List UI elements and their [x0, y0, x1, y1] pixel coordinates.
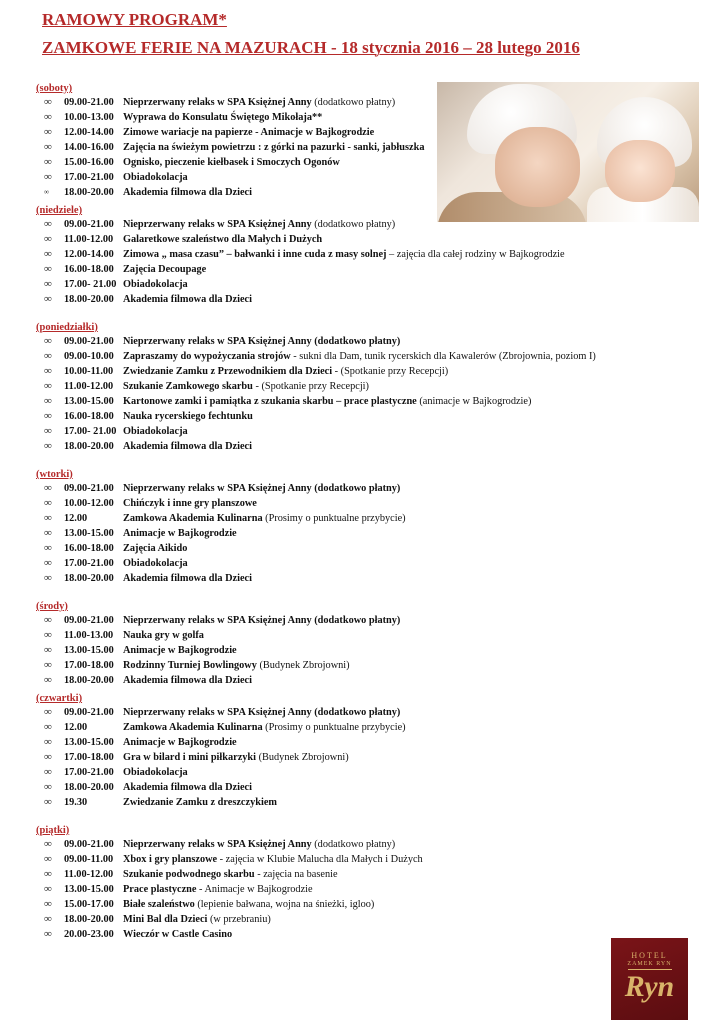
infinity-bullet-icon: ∞: [44, 395, 52, 407]
infinity-bullet-icon: ∞: [44, 898, 52, 910]
logo-zamek-text: ZAMEK RYN: [627, 961, 672, 967]
day-label: (soboty): [36, 83, 73, 94]
item-description: [123, 526, 237, 541]
item-description: [123, 185, 252, 200]
item-title: Galaretkowe szaleństwo dla Małych i Dużych: [123, 234, 323, 245]
infinity-bullet-icon: ∞: [44, 482, 52, 494]
item-time: 18.00-20.00: [64, 782, 114, 793]
schedule-item: [36, 541, 676, 556]
item-time: 17.00- 21.00: [64, 279, 117, 290]
schedule-item: [36, 720, 676, 735]
item-description: [123, 735, 237, 750]
schedule-item: [36, 765, 676, 780]
item-time: 18.00-20.00: [64, 441, 114, 452]
logo-ryn-text: Ryn: [624, 970, 675, 1003]
item-title: Szukanie podwodnego skarbu: [123, 869, 255, 880]
item-time: 09.00-21.00: [64, 97, 114, 108]
infinity-bullet-icon: ∞: [44, 644, 52, 656]
item-note: (lepienie bałwana, wojna na śnieżki, igloo): [194, 899, 375, 910]
item-description: [123, 571, 252, 586]
item-description: [123, 628, 204, 643]
item-time: 18.00-20.00: [64, 914, 114, 925]
schedule-item: [36, 110, 676, 125]
item-description: [123, 277, 188, 292]
item-title: Xbox i gry planszowe: [123, 854, 218, 865]
infinity-bullet-icon: ∞: [44, 293, 52, 305]
infinity-bullet-icon: ∞: [44, 512, 52, 524]
item-time: 09.00-21.00: [64, 483, 114, 494]
schedule-item: [36, 628, 676, 643]
infinity-bullet-icon: ∞: [44, 706, 52, 718]
item-title: Białe szaleństwo: [123, 899, 195, 910]
schedule-item: [36, 364, 676, 379]
schedule-item: [36, 232, 676, 247]
item-description: [123, 867, 338, 882]
item-title: Zajęcia na świeżym powietrzu : z górki na pazurki - sanki, jabłuszka: [123, 142, 425, 153]
item-title: Nieprzerwany relaks w SPA Księżnej Anny (dodatkowo płatny): [123, 483, 401, 494]
schedule-item: [36, 897, 676, 912]
infinity-bullet-icon: ∞: [44, 572, 52, 584]
infinity-bullet-icon: ∞: [44, 928, 52, 940]
infinity-bullet-icon: ∞: [44, 350, 52, 362]
schedule-item: [36, 334, 676, 349]
infinity-bullet-icon: ∞: [44, 614, 52, 626]
item-time: 09.00-10.00: [64, 351, 114, 362]
schedule-item: [36, 140, 676, 155]
item-description: [123, 439, 252, 454]
schedule-item: [36, 155, 676, 170]
item-time: 17.00-21.00: [64, 172, 114, 183]
item-description: [123, 140, 424, 155]
item-title: Zamkowa Akademia Kulinarna: [123, 722, 263, 733]
item-time: 12.00: [64, 722, 88, 733]
hotel-logo: [611, 938, 688, 1020]
item-description: [123, 658, 350, 673]
item-time: 10.00-11.00: [64, 366, 114, 377]
item-title: Zamkowa Akademia Kulinarna: [123, 513, 263, 524]
infinity-bullet-icon: ∞: [44, 853, 52, 865]
schedule-item: [36, 439, 676, 454]
day-label: (czwartki): [36, 693, 83, 704]
item-description: [123, 394, 531, 409]
item-description: [123, 170, 188, 185]
item-time: 18.00-20.00: [64, 675, 114, 686]
item-title: Kartonowe zamki i pamiątka z szukania skarbu – prace plastyczne: [123, 396, 417, 407]
item-time: 16.00-18.00: [64, 543, 114, 554]
infinity-bullet-icon: ∞: [44, 156, 52, 168]
infinity-bullet-icon: ∞: [44, 96, 52, 108]
item-description: [123, 125, 374, 140]
item-time: 19.30: [64, 797, 88, 808]
infinity-bullet-icon: ∞: [44, 111, 52, 123]
schedule-item: [36, 481, 676, 496]
item-title: Animacje w Bajkogrodzie: [123, 528, 237, 539]
logo-hotel-text: HOTEL: [631, 951, 668, 960]
item-note: - sukni dla Dam, tunik rycerskich dla Kawalerów (Zbrojownia, poziom I): [290, 351, 596, 362]
item-description: [123, 110, 322, 125]
item-time: 12.00: [64, 513, 88, 524]
item-note: (dodatkowo płatny): [311, 839, 396, 850]
item-note: (dodatkowo płatny): [311, 219, 396, 230]
item-time: 20.00-23.00: [64, 929, 114, 940]
item-time: 18.00-20.00: [64, 294, 114, 305]
item-time: 14.00-16.00: [64, 142, 114, 153]
item-description: [123, 424, 188, 439]
item-title: Obiadokolacja: [123, 172, 188, 183]
item-title: Szukanie Zamkowego skarbu: [123, 381, 253, 392]
item-description: [123, 364, 448, 379]
item-title: Nieprzerwany relaks w SPA Księżnej Anny (dodatkowo płatny): [123, 336, 401, 347]
infinity-bullet-icon: ∞: [44, 440, 52, 452]
item-time: 15.00-16.00: [64, 157, 114, 168]
schedule-item: [36, 277, 676, 292]
item-time: 11.00-12.00: [64, 234, 114, 245]
item-time: 17.00-21.00: [64, 767, 114, 778]
schedule-item: [36, 526, 676, 541]
item-time: 17.00- 21.00: [64, 426, 117, 437]
item-description: [123, 511, 406, 526]
item-description: [123, 349, 596, 364]
infinity-bullet-icon: ∞: [44, 335, 52, 347]
item-title: Akademia filmowa dla Dzieci: [123, 441, 252, 452]
schedule-item: [36, 247, 676, 262]
item-title: Nauka rycerskiego fechtunku: [123, 411, 253, 422]
item-time: 11.00-13.00: [64, 630, 114, 641]
item-description: [123, 837, 395, 852]
item-note: (Prosimy o punktualne przybycie): [262, 513, 406, 524]
schedule-item: [36, 170, 676, 185]
item-description: [123, 852, 423, 867]
item-title: Nieprzerwany relaks w SPA Księżnej Anny (dodatkowo płatny): [123, 615, 401, 626]
item-description: [123, 481, 400, 496]
infinity-bullet-icon: ∞: [44, 233, 52, 245]
item-description: [123, 705, 400, 720]
item-time: 12.00-14.00: [64, 249, 114, 260]
schedule-item: [36, 613, 676, 628]
infinity-bullet-icon: ∞: [44, 868, 52, 880]
item-description: [123, 720, 406, 735]
item-time: 10.00-13.00: [64, 112, 114, 123]
schedule-item: [36, 424, 676, 439]
infinity-bullet-icon: ∞: [44, 883, 52, 895]
item-time: 16.00-18.00: [64, 264, 114, 275]
schedule-item: [36, 185, 676, 200]
schedule-item: [36, 125, 676, 140]
schedule-item: [36, 556, 676, 571]
item-time: 09.00-21.00: [64, 839, 114, 850]
item-note: – zajęcia dla całej rodziny w Bajkogrodzie: [386, 249, 565, 260]
item-note: - Animacje w Bajkogrodzie: [196, 884, 313, 895]
item-description: [123, 262, 206, 277]
schedule-item: [36, 780, 676, 795]
item-description: [123, 247, 565, 262]
schedule-item: [36, 571, 676, 586]
item-title: Wieczór w Castle Casino: [123, 929, 233, 940]
item-time: 09.00-21.00: [64, 615, 114, 626]
infinity-bullet-icon: ∞: [44, 278, 52, 290]
item-title: Obiadokolacja: [123, 558, 188, 569]
item-time: 17.00-21.00: [64, 558, 114, 569]
item-title: Akademia filmowa dla Dzieci: [123, 675, 252, 686]
item-description: [123, 897, 374, 912]
schedule-item: [36, 643, 676, 658]
infinity-bullet-icon: ∞: [44, 380, 52, 392]
item-description: [123, 292, 252, 307]
item-time: 15.00-17.00: [64, 899, 114, 910]
item-note: - zajęcia w Klubie Malucha dla Małych i Dużych: [217, 854, 423, 865]
item-time: 18.00-20.00: [64, 573, 114, 584]
item-title: Prace plastyczne: [123, 884, 197, 895]
item-time: 09.00-21.00: [64, 707, 114, 718]
item-description: [123, 496, 257, 511]
item-title: Akademia filmowa dla Dzieci: [123, 573, 252, 584]
infinity-bullet-icon: ∞: [44, 796, 52, 808]
item-title: Nieprzerwany relaks w SPA Księżnej Anny: [123, 97, 312, 108]
item-note: (dodatkowo płatny): [311, 97, 396, 108]
item-description: [123, 409, 253, 424]
day-label: (środy): [36, 601, 68, 612]
item-title: Nieprzerwany relaks w SPA Księżnej Anny: [123, 839, 312, 850]
item-time: 13.00-15.00: [64, 737, 114, 748]
item-time: 17.00-18.00: [64, 752, 114, 763]
infinity-bullet-icon: ∞: [44, 263, 52, 275]
schedule-item: [36, 379, 676, 394]
item-title: Nauka gry w golfa: [123, 630, 204, 641]
item-title: Zajęcia Aikido: [123, 543, 188, 554]
item-time: 13.00-15.00: [64, 645, 114, 656]
item-description: [123, 780, 252, 795]
item-time: 13.00-15.00: [64, 396, 114, 407]
item-title: Obiadokolacja: [123, 767, 188, 778]
item-title: Zimowe wariacje na papierze - Animacje w Bajkogrodzie: [123, 127, 375, 138]
item-description: [123, 217, 395, 232]
schedule-item: [36, 750, 676, 765]
program-subtitle: ZAMKOWE FERIE NA MAZURACH - 18 stycznia 2016 – 28 lutego 2016: [42, 38, 580, 57]
item-title: Ognisko, pieczenie kiełbasek i Smoczych Ogonów: [123, 157, 340, 168]
item-time: 10.00-12.00: [64, 498, 114, 509]
day-label: (wtorki): [36, 469, 73, 480]
item-time: 18.00-20.00: [64, 187, 114, 198]
item-note: (animacje w Bajkogrodzie): [416, 396, 532, 407]
schedule-item: [36, 882, 676, 897]
infinity-bullet-icon: ∞: [44, 659, 52, 671]
item-description: [123, 556, 188, 571]
item-title: Rodzinny Turniej Bowlingowy: [123, 660, 257, 671]
item-title: Akademia filmowa dla Dzieci: [123, 294, 252, 305]
item-time: 09.00-21.00: [64, 336, 114, 347]
infinity-bullet-icon: ∞: [44, 838, 52, 850]
item-description: [123, 927, 232, 942]
item-title: Obiadokolacja: [123, 426, 188, 437]
item-title: Animacje w Bajkogrodzie: [123, 737, 237, 748]
infinity-bullet-icon: ∞: [44, 751, 52, 763]
infinity-bullet-icon: ∞: [44, 365, 52, 377]
item-time: 11.00-12.00: [64, 869, 114, 880]
item-description: [123, 155, 340, 170]
schedule-item: [36, 795, 676, 810]
item-title: Zwiedzanie Zamku z dreszczykiem: [123, 797, 277, 808]
infinity-bullet-icon: ∞: [44, 141, 52, 153]
item-time: 16.00-18.00: [64, 411, 114, 422]
item-description: [123, 750, 349, 765]
item-description: [123, 95, 395, 110]
item-time: 13.00-15.00: [64, 884, 114, 895]
item-note: - (Spotkanie przy Recepcji): [332, 366, 449, 377]
infinity-bullet-icon: ∞: [44, 736, 52, 748]
item-description: [123, 765, 188, 780]
item-time: 09.00-11.00: [64, 854, 114, 865]
item-title: Animacje w Bajkogrodzie: [123, 645, 237, 656]
schedule-item: [36, 658, 676, 673]
schedule-item: [36, 262, 676, 277]
infinity-bullet-icon: ∞: [44, 766, 52, 778]
item-time: 13.00-15.00: [64, 528, 114, 539]
infinity-bullet-icon: ∞: [44, 171, 52, 183]
schedule-item: [36, 217, 676, 232]
infinity-bullet-icon: ∞: [44, 248, 52, 260]
infinity-bullet-icon: ∞: [44, 629, 52, 641]
program-title: RAMOWY PROGRAM*: [42, 10, 227, 29]
schedule: [36, 82, 676, 942]
item-description: [123, 379, 369, 394]
item-time: 11.00-12.00: [64, 381, 114, 392]
item-title: Zwiedzanie Zamku z Przewodnikiem dla Dzieci: [123, 366, 333, 377]
item-note: (w przebraniu): [207, 914, 271, 925]
schedule-item: [36, 927, 676, 942]
item-note: - (Spotkanie przy Recepcji): [252, 381, 369, 392]
schedule-item: [36, 409, 676, 424]
infinity-bullet-icon: ∞: [44, 126, 52, 138]
schedule-item: [36, 511, 676, 526]
item-title: Chińczyk i inne gry planszowe: [123, 498, 257, 509]
item-title: Nieprzerwany relaks w SPA Księżnej Anny: [123, 219, 312, 230]
item-description: [123, 673, 252, 688]
item-description: [123, 541, 187, 556]
schedule-item: [36, 852, 676, 867]
item-time: 17.00-18.00: [64, 660, 114, 671]
infinity-bullet-icon: ∞: [44, 218, 52, 230]
item-title: Gra w bilard i mini piłkarzyki: [123, 752, 257, 763]
schedule-item: [36, 912, 676, 927]
infinity-bullet-icon: ∞: [44, 188, 49, 196]
infinity-bullet-icon: ∞: [44, 410, 52, 422]
infinity-bullet-icon: ∞: [44, 913, 52, 925]
item-title: Akademia filmowa dla Dzieci: [123, 187, 252, 198]
infinity-bullet-icon: ∞: [44, 542, 52, 554]
schedule-item: [36, 735, 676, 750]
item-title: Nieprzerwany relaks w SPA Księżnej Anny (dodatkowo płatny): [123, 707, 401, 718]
item-time: 12.00-14.00: [64, 127, 114, 138]
infinity-bullet-icon: ∞: [44, 557, 52, 569]
schedule-item: [36, 95, 676, 110]
schedule-item: [36, 867, 676, 882]
schedule-item: [36, 705, 676, 720]
item-description: [123, 334, 400, 349]
item-description: [123, 882, 313, 897]
day-label: (poniedziałki): [36, 322, 98, 333]
item-note: (Prosimy o punktualne przybycie): [262, 722, 406, 733]
infinity-bullet-icon: ∞: [44, 527, 52, 539]
item-description: [123, 912, 271, 927]
infinity-bullet-icon: ∞: [44, 674, 52, 686]
item-title: Mini Bal dla Dzieci: [123, 914, 208, 925]
item-title: Zajęcia Decoupage: [123, 264, 207, 275]
item-description: [123, 232, 322, 247]
item-title: Zimowa „ masa czasu” – bałwanki i inne cuda z masy solnej: [123, 249, 387, 260]
infinity-bullet-icon: ∞: [44, 721, 52, 733]
schedule-item: [36, 837, 676, 852]
infinity-bullet-icon: ∞: [44, 425, 52, 437]
schedule-item: [36, 292, 676, 307]
item-note: (Budynek Zbrojowni): [256, 752, 349, 763]
infinity-bullet-icon: ∞: [44, 781, 52, 793]
item-time: 09.00-21.00: [64, 219, 114, 230]
item-title: Obiadokolacja: [123, 279, 188, 290]
day-label: (niedziele): [36, 205, 83, 216]
item-description: [123, 795, 277, 810]
item-note: (Budynek Zbrojowni): [256, 660, 350, 671]
item-description: [123, 643, 237, 658]
item-title: Wyprawa do Konsulatu Świętego Mikołaja**: [123, 112, 323, 123]
schedule-item: [36, 349, 676, 364]
infinity-bullet-icon: ∞: [44, 497, 52, 509]
item-description: [123, 613, 400, 628]
schedule-item: [36, 673, 676, 688]
day-label: (piątki): [36, 825, 70, 836]
item-note: - zajęcia na basenie: [254, 869, 338, 880]
schedule-item: [36, 496, 676, 511]
item-title: Akademia filmowa dla Dzieci: [123, 782, 252, 793]
schedule-item: [36, 394, 676, 409]
item-title: Zapraszamy do wypożyczania strojów: [123, 351, 291, 362]
